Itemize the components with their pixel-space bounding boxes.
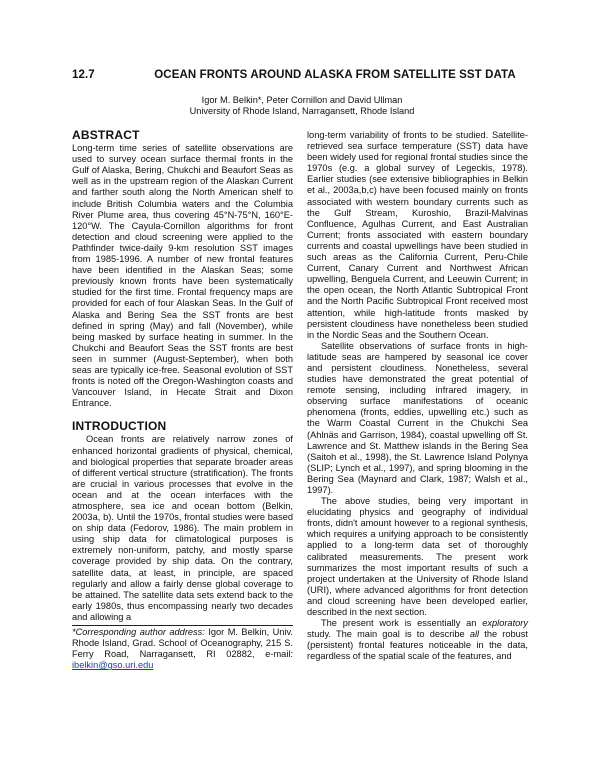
section-number: 12.7 bbox=[72, 69, 95, 81]
body-paragraph-4 bbox=[307, 618, 528, 662]
author-list: Igor M. Belkin*, Peter Cornillon and David Ullman bbox=[201, 95, 403, 105]
left-column bbox=[72, 130, 293, 671]
body-paragraph-1: long-term variability of fronts to be studied. Satellite-retrieved sea surface temperature (SST) data have been widely used for regional frontal studies since the 1970s (e.g. a global survey of Legeckis, 1978). Earlier studies (see extensive bibliographies in Belkin et al., 2003a,b,c) have been focused mainly on fronts associated with western boundary currents such as the Gulf Stream, Kuroshio, Brazil-Malvinas Confluence, Agulhas Current, and East Australian Current; fronts associated with eastern boundary currents and coastal upwellings have been studied in such areas as the California Current, Peru-Chile Current, Canary Current and Northwest African upwelling, Benguela Current, and Leeuwin Current; in the open ocean, the North Atlantic Subtropical Front and the North Pacific Subtropical Front received most attention, while high-latitude fronts masked by persistent cloudiness have nonetheless been studied in the Nordic Seas and the Southern Ocean. bbox=[307, 130, 528, 340]
abstract-heading: ABSTRACT bbox=[72, 128, 140, 142]
body-paragraph-2: Satellite observations of surface fronts in high-latitude seas are hampered by seasonal ice cover and persistent cloudiness. Nonetheless, several studies have demonstrated the great potential of remote sensing, including infrared imagery, in observing surface manifestations of oceanic phenomena (fronts, eddies, upwelling etc.) such as the Warm Coastal Current in the Chukchi Sea (Ahlnäs and Garrison, 1984), coastal upwelling off St. Lawrence and St. Matthew islands in the Bering Sea (Saitoh et al., 1998), the St. Lawrence Island Polynya (SLIP; Lynch et al., 1997), and spring blooming in the Bering Sea (Maynard and Clark, 1987; Walsh et al., 1997). bbox=[307, 340, 528, 495]
affiliation: University of Rhode Island, Narragansett, Rhode Island bbox=[189, 106, 415, 116]
footnote-text: Igor M. Belkin, Univ. Rhode Island, Grad. School of Oceanography, 215 S. Ferry Road, Narragansett, RI 02882, e-mail: bbox=[72, 627, 293, 660]
p4-emphasis-all: all bbox=[469, 629, 480, 640]
paper-header bbox=[72, 69, 532, 117]
email-link[interactable]: ibelkin@gso.uri.edu bbox=[72, 660, 154, 671]
p4-emphasis-exploratory: exploratory bbox=[482, 618, 528, 629]
p4-part-b: study. The main goal is to describe bbox=[307, 629, 470, 640]
p4-part-a: The present work is essentially an bbox=[321, 618, 483, 629]
title-row bbox=[72, 69, 532, 81]
p4-part-c: the robust (persistent) frontal features noticeable in the data, regardless of the spatial scale of the features, and bbox=[307, 629, 528, 662]
abstract-text: Long-term time series of satellite observations are used to survey ocean surface thermal fronts in the Gulf of Alaska, Bering, Chukchi and Beaufort Seas as well as in the upstream region of the Alaskan Current and farther south along the North American shelf to include British Columbia waters and the Columbia River Plume area, thus covering 45°N-75°N, 160°E-120°W. The Cayula-Cornillon algorithms for front detection and cloud screening were applied to the Pathfinder twice-daily 9-km resolution SST images from 1985-1996. A number of new frontal features have been identified in the Alaskan Seas; some previously known fronts have been systematically studied for the first time. Frontal frequency maps are provided for each of four Alaskan Seas. In the Gulf of Alaska and Bering Sea the SST fronts are best defined in spring (May) and fall (November), while being masked by surface heating in summer. In the Chukchi and Beaufort Seas the SST fronts are best seen in summer (August-September), when both seas are typically ice-free. Seasonal evolution of SST fronts is noted off the Oregon-Washington coasts and Vancouver Island, in Hecate Strait and Dixon Entrance. bbox=[72, 143, 293, 409]
footnote-label: *Corresponding author address: bbox=[72, 627, 205, 638]
paper-title: OCEAN FRONTS AROUND ALASKA FROM SATELLITE SST DATA bbox=[154, 69, 516, 81]
body-paragraph-3: The above studies, being very important in elucidating physics and geography of individual fronts, didn't amount however to a regional synthesis, which requires a unifying approach to be consistently applied to a long-term data set of thoroughly calibrated measurements. The present work summarizes the most important results of such a project undertaken at the University of Rhode Island (URI), where advanced algorithms for front detection and cloud screening have been developed earlier, described in the next section. bbox=[307, 496, 528, 618]
right-column bbox=[307, 130, 528, 663]
introduction-paragraph: Ocean fronts are relatively narrow zones of enhanced horizontal gradients of physical, chemical, and biological properties that separate broader areas of different vertical structure (stratification). The fronts are crucial in various processes that evolve in the ocean and at the ocean interfaces with the atmosphere, sea ice and ocean bottom (Belkin, 2003a, b). Until the 1970s, frontal studies were based on ship data (Fedorov, 1986). The main problem in using ship data for climatological purposes is extremely non-uniform, patchy, and mostly sparse coverage provided by ship data. On the contrary, satellite data, at least, in principle, are spaced regularly and allow a fairly dense global coverage to be attained. The satellite data sets extend back to the early 1980s, thus encompassing nearly two decades and allowing a bbox=[72, 434, 293, 622]
footnote bbox=[72, 625, 293, 671]
introduction-heading: INTRODUCTION bbox=[72, 419, 167, 434]
